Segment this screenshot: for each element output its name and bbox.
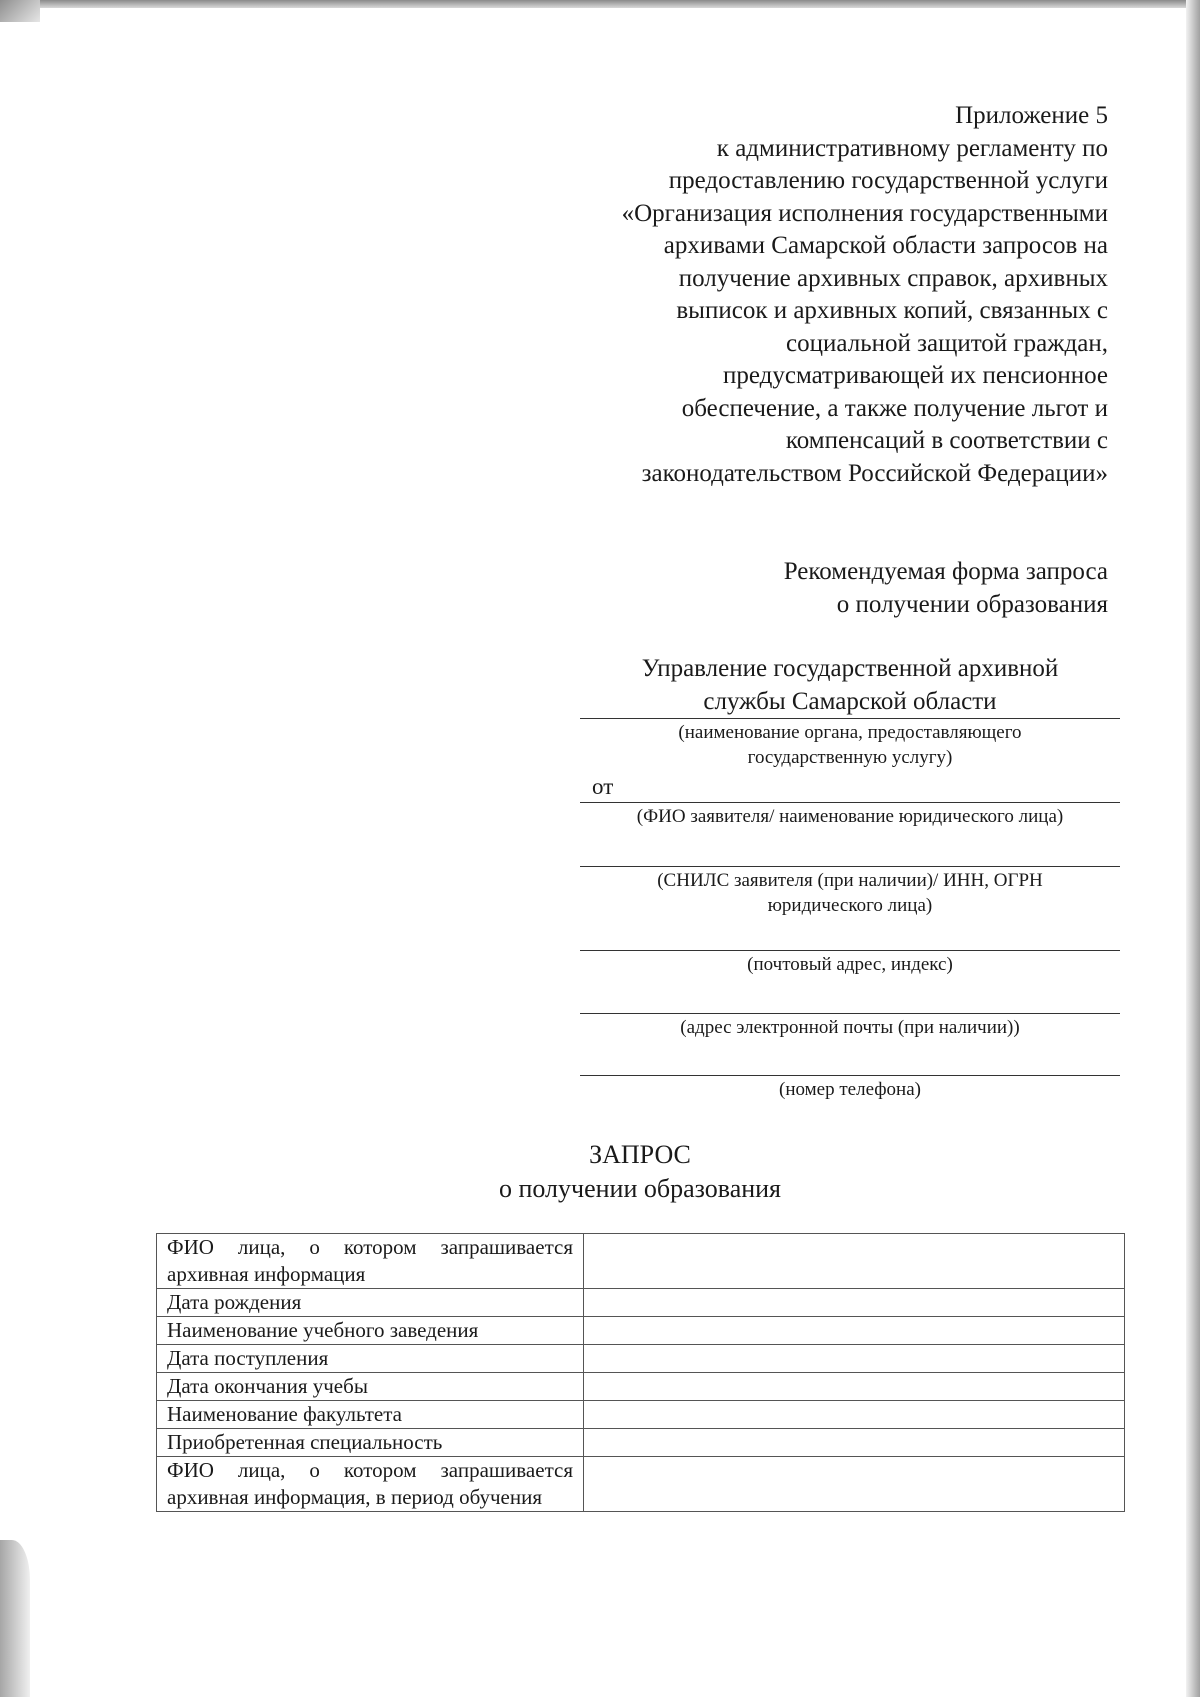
appendix-line: предоставлению государственной услуги: [668, 167, 1108, 194]
recipient-hint-line2: государственную услугу): [747, 747, 953, 768]
applicant-address-field[interactable]: [580, 950, 1120, 951]
appendix-line: архивами Самарской области запросов на: [663, 232, 1108, 259]
recipient-underline: [580, 718, 1120, 719]
row-value-field[interactable]: [584, 1429, 1125, 1457]
applicant-fio-hint: (ФИО заявителя/ наименование юридического лица): [636, 806, 1064, 827]
row-value-field[interactable]: [584, 1289, 1125, 1317]
table-row: [157, 1234, 1125, 1289]
table-row: [157, 1289, 1125, 1317]
snils-hint-line2: юридического лица): [767, 895, 933, 916]
request-table: [156, 1233, 1125, 1512]
scan-edge-left: [0, 1540, 30, 1697]
applicant-email-field[interactable]: [580, 1013, 1120, 1014]
table-row: [157, 1457, 1125, 1512]
applicant-snils-hint: [580, 868, 1120, 918]
row-label: Наименование факультета: [157, 1401, 584, 1429]
applicant-fio-field[interactable]: [580, 802, 1120, 803]
row-value-field[interactable]: [584, 1345, 1125, 1373]
appendix-line: предусматривающей их пенсионное: [722, 362, 1108, 389]
table-row: [157, 1317, 1125, 1345]
recommended-form-line2: о получении образования: [836, 590, 1108, 618]
row-label: Дата окончания учебы: [157, 1373, 584, 1401]
scan-edge-corner: [0, 0, 40, 22]
appendix-line: Приложение 5: [955, 102, 1108, 129]
from-label: от: [592, 774, 614, 799]
row-label: Дата рождения: [157, 1289, 584, 1317]
request-title-main: ЗАПРОС: [589, 1140, 691, 1169]
row-value-field[interactable]: [584, 1373, 1125, 1401]
recipient-hint-line1: (наименование органа, предоставляющего: [678, 722, 1022, 743]
scan-edge-right: [1186, 0, 1200, 1697]
appendix-line: законодательством Российской Федерации»: [641, 459, 1108, 487]
table-row: [157, 1429, 1125, 1457]
appendix-line: к административному регламенту по: [716, 134, 1108, 162]
snils-hint-line1: (СНИЛС заявителя (при наличии)/ ИНН, ОГРН: [657, 870, 1043, 891]
table-row: [157, 1373, 1125, 1401]
recipient-line1: Управление государственной архивной: [641, 655, 1059, 682]
appendix-line: социальной защитой граждан,: [786, 329, 1108, 357]
appendix-line: обеспечение, а также получение льгот и: [681, 394, 1108, 422]
recommended-form-caption: [508, 556, 1108, 621]
row-value-field[interactable]: [584, 1317, 1125, 1345]
applicant-address-hint: (почтовый адрес, индекс): [747, 954, 953, 975]
scan-edge-top: [0, 0, 1200, 8]
request-title-sub: о получении образования: [498, 1174, 782, 1203]
row-label: Приобретенная специальность: [157, 1429, 584, 1457]
row-label: ФИО лица, о котором запрашивается архивная информация, в период обучения: [157, 1457, 584, 1512]
table-row: [157, 1401, 1125, 1429]
recommended-form-line1: Рекомендуемая форма запроса: [783, 558, 1108, 585]
applicant-email-hint: (адрес электронной почты (при наличии)): [680, 1017, 1020, 1038]
row-label: Дата поступления: [157, 1345, 584, 1373]
applicant-phone-hint: (номер телефона): [779, 1079, 921, 1100]
row-value-field[interactable]: [584, 1457, 1125, 1512]
applicant-phone-field[interactable]: [580, 1075, 1120, 1076]
appendix-header: [508, 100, 1108, 490]
recipient-hint: [580, 720, 1120, 770]
row-value-field[interactable]: [584, 1234, 1125, 1289]
appendix-line: получение архивных справок, архивных: [678, 264, 1108, 292]
row-label: Наименование учебного заведения: [157, 1317, 584, 1345]
recipient-name: [580, 652, 1120, 718]
table-row: [157, 1345, 1125, 1373]
request-title: [0, 1138, 1200, 1206]
row-label: ФИО лица, о котором запрашивается архивная информация: [157, 1234, 584, 1289]
recipient-line2: службы Самарской области: [703, 688, 997, 715]
appendix-line: «Организация исполнения государственными: [621, 199, 1108, 227]
appendix-line: компенсаций в соответствии с: [785, 427, 1108, 454]
applicant-snils-field[interactable]: [580, 866, 1120, 867]
appendix-line: выписок и архивных копий, связанных с: [676, 297, 1108, 324]
row-value-field[interactable]: [584, 1401, 1125, 1429]
